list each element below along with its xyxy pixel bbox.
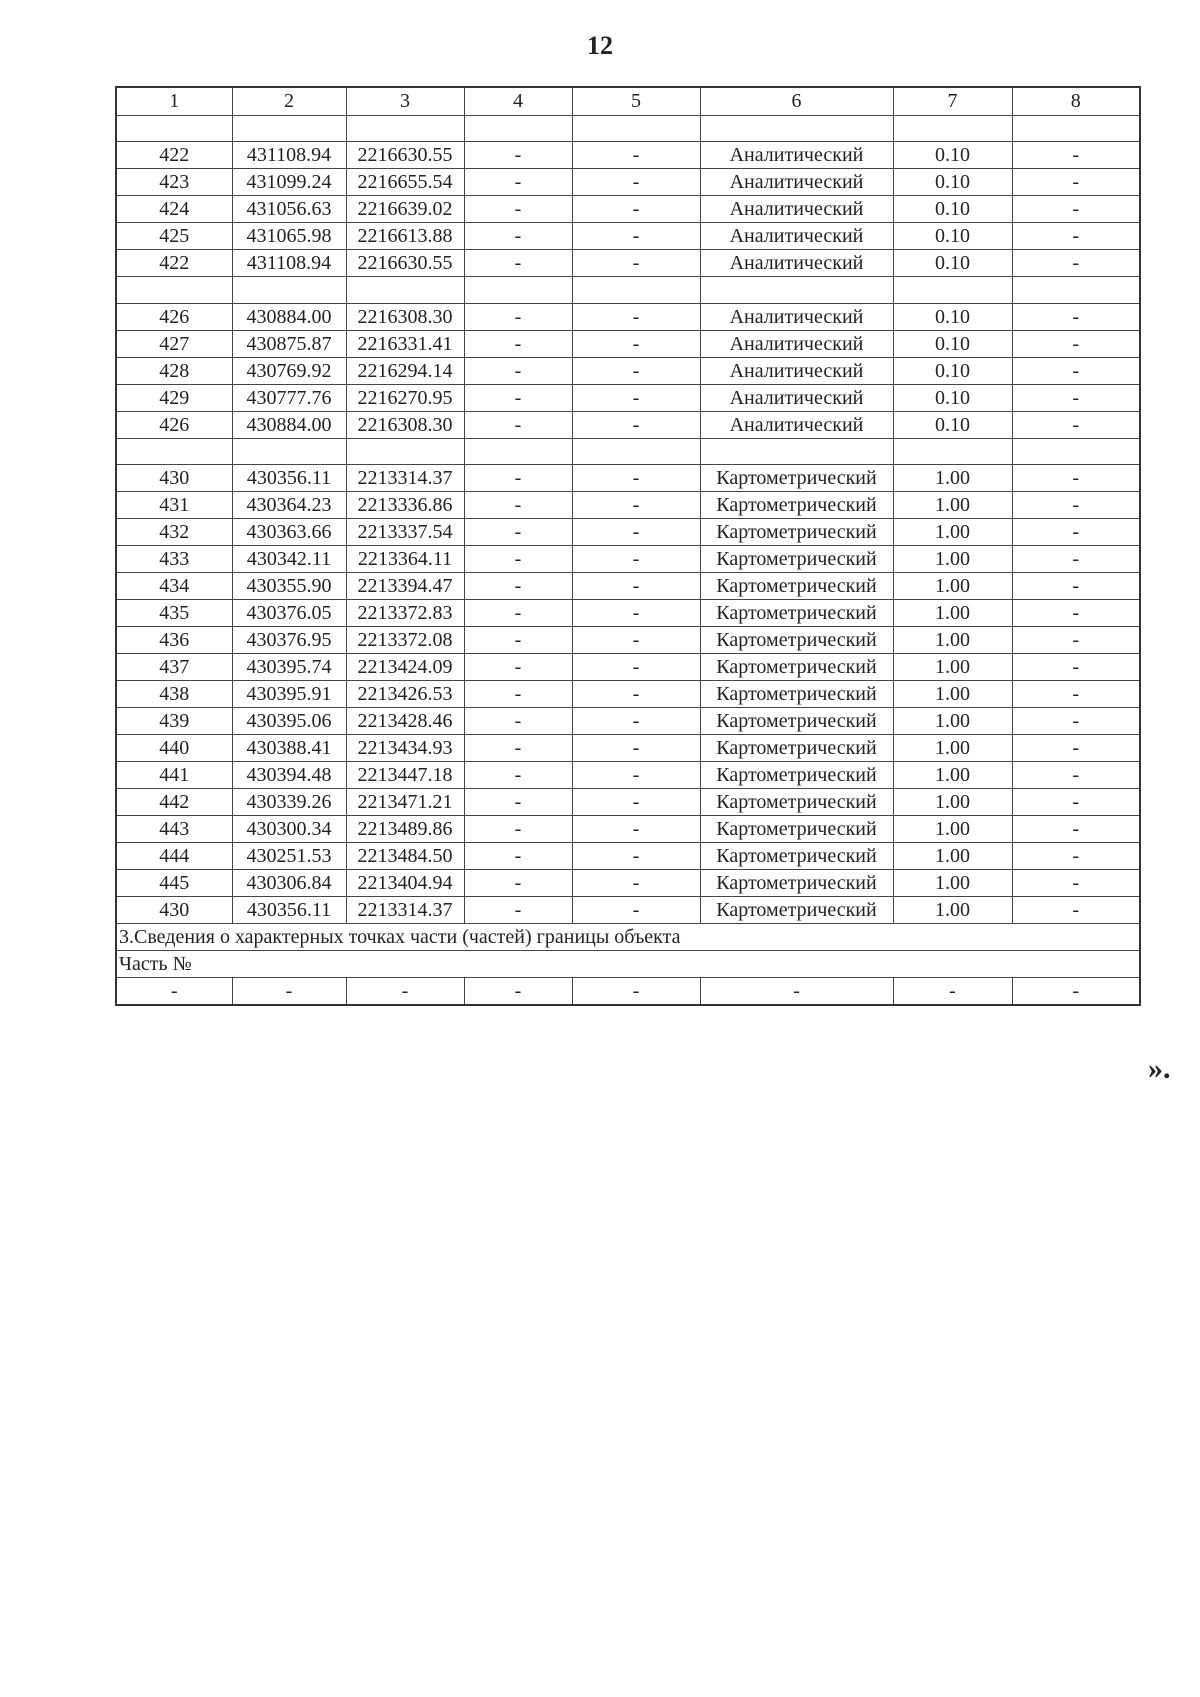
precision-cell: 1.00: [893, 465, 1012, 492]
col4-cell: -: [464, 708, 572, 735]
coord-x-cell: 430251.53: [232, 843, 346, 870]
coord-y-cell: 2216308.30: [346, 411, 464, 438]
precision-cell: 0.10: [893, 411, 1012, 438]
coord-x-cell: 430884.00: [232, 411, 346, 438]
coord-y-cell: 2216613.88: [346, 223, 464, 250]
column-header: 6: [700, 87, 893, 115]
table-row: [116, 223, 1140, 250]
col5-cell: -: [572, 357, 700, 384]
col8-cell: -: [1012, 546, 1140, 573]
col8-cell: -: [1012, 627, 1140, 654]
coord-y-cell: 2213364.11: [346, 546, 464, 573]
col4-cell: -: [464, 465, 572, 492]
table-row: [116, 142, 1140, 169]
column-header: 5: [572, 87, 700, 115]
precision-cell: 0.10: [893, 384, 1012, 411]
coord-x-cell: 431099.24: [232, 169, 346, 196]
col5-cell: -: [572, 303, 700, 330]
col8-cell: -: [1012, 654, 1140, 681]
point-number-cell: 438: [116, 681, 232, 708]
method-cell: Аналитический: [700, 303, 893, 330]
point-number-cell: 432: [116, 519, 232, 546]
method-cell: Аналитический: [700, 411, 893, 438]
col8-cell: -: [1012, 519, 1140, 546]
point-number-cell: 430: [116, 897, 232, 924]
column-header: 4: [464, 87, 572, 115]
coord-y-cell: 2216331.41: [346, 330, 464, 357]
empty-cell: [346, 438, 464, 465]
coord-y-cell: 2213489.86: [346, 816, 464, 843]
point-number-cell: 427: [116, 330, 232, 357]
col4-cell: -: [464, 816, 572, 843]
point-number-cell: 429: [116, 384, 232, 411]
col5-cell: -: [572, 330, 700, 357]
precision-cell: 1.00: [893, 708, 1012, 735]
empty-cell: [572, 438, 700, 465]
point-number-cell: 443: [116, 816, 232, 843]
col4-cell: -: [464, 384, 572, 411]
table-row: [116, 789, 1140, 816]
method-cell: Картометрический: [700, 465, 893, 492]
table-row: [116, 735, 1140, 762]
precision-cell: 1.00: [893, 762, 1012, 789]
precision-cell: 1.00: [893, 843, 1012, 870]
dash-cell: -: [700, 978, 893, 1006]
coord-y-cell: 2213426.53: [346, 681, 464, 708]
method-cell: Картометрический: [700, 735, 893, 762]
empty-cell: [700, 277, 893, 304]
coord-y-cell: 2213424.09: [346, 654, 464, 681]
col5-cell: -: [572, 196, 700, 223]
method-cell: Аналитический: [700, 223, 893, 250]
col4-cell: -: [464, 303, 572, 330]
empty-cell: [464, 277, 572, 304]
method-cell: Аналитический: [700, 357, 893, 384]
empty-cell: [572, 277, 700, 304]
table-row: [116, 681, 1140, 708]
col4-cell: -: [464, 573, 572, 600]
table-row: [116, 357, 1140, 384]
table-row: [116, 654, 1140, 681]
coord-y-cell: 2213471.21: [346, 789, 464, 816]
coord-x-cell: 430395.06: [232, 708, 346, 735]
col5-cell: -: [572, 600, 700, 627]
col4-cell: -: [464, 870, 572, 897]
empty-cell: [232, 115, 346, 142]
coord-x-cell: 431065.98: [232, 223, 346, 250]
empty-cell: [464, 438, 572, 465]
col5-cell: -: [572, 250, 700, 277]
col5-cell: -: [572, 519, 700, 546]
point-number-cell: 433: [116, 546, 232, 573]
coord-y-cell: 2213337.54: [346, 519, 464, 546]
coord-y-cell: 2213394.47: [346, 573, 464, 600]
empty-cell: [464, 115, 572, 142]
method-cell: Картометрический: [700, 897, 893, 924]
col4-cell: -: [464, 789, 572, 816]
coord-y-cell: 2213314.37: [346, 897, 464, 924]
group-spacer-row: [116, 277, 1140, 304]
empty-cell: [1012, 277, 1140, 304]
col8-cell: -: [1012, 600, 1140, 627]
point-number-cell: 441: [116, 762, 232, 789]
part-label-row: [116, 951, 1140, 978]
coord-y-cell: 2216639.02: [346, 196, 464, 223]
coord-y-cell: 2213434.93: [346, 735, 464, 762]
point-number-cell: 435: [116, 600, 232, 627]
col4-cell: -: [464, 627, 572, 654]
point-number-cell: 424: [116, 196, 232, 223]
coord-x-cell: 430306.84: [232, 870, 346, 897]
method-cell: Картометрический: [700, 519, 893, 546]
precision-cell: 1.00: [893, 816, 1012, 843]
point-number-cell: 422: [116, 142, 232, 169]
precision-cell: 0.10: [893, 330, 1012, 357]
col5-cell: -: [572, 843, 700, 870]
col5-cell: -: [572, 816, 700, 843]
method-cell: Аналитический: [700, 330, 893, 357]
point-number-cell: 426: [116, 411, 232, 438]
table-row: [116, 250, 1140, 277]
col4-cell: -: [464, 330, 572, 357]
coord-x-cell: 430376.05: [232, 600, 346, 627]
col5-cell: -: [572, 169, 700, 196]
point-number-cell: 436: [116, 627, 232, 654]
table-row: [116, 897, 1140, 924]
col8-cell: -: [1012, 816, 1140, 843]
col4-cell: -: [464, 735, 572, 762]
empty-cell: [893, 277, 1012, 304]
precision-cell: 1.00: [893, 546, 1012, 573]
col4-cell: -: [464, 250, 572, 277]
coord-y-cell: 2213484.50: [346, 843, 464, 870]
col8-cell: -: [1012, 169, 1140, 196]
coord-x-cell: 430339.26: [232, 789, 346, 816]
col4-cell: -: [464, 142, 572, 169]
method-cell: Картометрический: [700, 492, 893, 519]
dash-cell: -: [893, 978, 1012, 1006]
col8-cell: -: [1012, 384, 1140, 411]
col5-cell: -: [572, 573, 700, 600]
col4-cell: -: [464, 223, 572, 250]
part-label: Часть №: [116, 951, 1140, 978]
empty-cell: [116, 438, 232, 465]
method-cell: Картометрический: [700, 816, 893, 843]
coordinates-table: [115, 86, 1141, 1006]
precision-cell: 1.00: [893, 519, 1012, 546]
table-row: [116, 546, 1140, 573]
point-number-cell: 431: [116, 492, 232, 519]
precision-cell: 0.10: [893, 142, 1012, 169]
method-cell: Картометрический: [700, 627, 893, 654]
col4-cell: -: [464, 411, 572, 438]
coord-y-cell: 2216630.55: [346, 142, 464, 169]
header-row: [116, 87, 1140, 115]
coord-x-cell: 430394.48: [232, 762, 346, 789]
precision-cell: 0.10: [893, 196, 1012, 223]
dash-cell: -: [1012, 978, 1140, 1006]
col4-cell: -: [464, 492, 572, 519]
dash-cell: -: [346, 978, 464, 1006]
precision-cell: 0.10: [893, 250, 1012, 277]
col5-cell: -: [572, 411, 700, 438]
col5-cell: -: [572, 789, 700, 816]
table-row: [116, 465, 1140, 492]
closing-quote: ».: [1148, 1052, 1171, 1085]
table-row: [116, 816, 1140, 843]
coord-x-cell: 430875.87: [232, 330, 346, 357]
method-cell: Картометрический: [700, 762, 893, 789]
method-cell: Аналитический: [700, 250, 893, 277]
point-number-cell: 425: [116, 223, 232, 250]
group-spacer-row: [116, 438, 1140, 465]
coord-x-cell: 430364.23: [232, 492, 346, 519]
coord-x-cell: 430769.92: [232, 357, 346, 384]
col5-cell: -: [572, 546, 700, 573]
dash-cell: -: [116, 978, 232, 1006]
empty-cell: [116, 115, 232, 142]
col5-cell: -: [572, 465, 700, 492]
dash-cell: -: [464, 978, 572, 1006]
col8-cell: -: [1012, 250, 1140, 277]
coord-y-cell: 2213447.18: [346, 762, 464, 789]
precision-cell: 1.00: [893, 735, 1012, 762]
coord-x-cell: 430363.66: [232, 519, 346, 546]
col4-cell: -: [464, 519, 572, 546]
col8-cell: -: [1012, 897, 1140, 924]
coord-y-cell: 2213404.94: [346, 870, 464, 897]
group-spacer-row: [116, 115, 1140, 142]
col8-cell: -: [1012, 870, 1140, 897]
empty-cell: [700, 438, 893, 465]
empty-cell: [232, 438, 346, 465]
col8-cell: -: [1012, 708, 1140, 735]
precision-cell: 1.00: [893, 573, 1012, 600]
point-number-cell: 442: [116, 789, 232, 816]
point-number-cell: 430: [116, 465, 232, 492]
coord-x-cell: 430777.76: [232, 384, 346, 411]
table-row: [116, 384, 1140, 411]
col8-cell: -: [1012, 303, 1140, 330]
column-header: 3: [346, 87, 464, 115]
table-row: [116, 573, 1140, 600]
precision-cell: 1.00: [893, 600, 1012, 627]
point-number-cell: 437: [116, 654, 232, 681]
precision-cell: 0.10: [893, 169, 1012, 196]
col4-cell: -: [464, 196, 572, 223]
precision-cell: 1.00: [893, 897, 1012, 924]
empty-cell: [893, 438, 1012, 465]
col5-cell: -: [572, 492, 700, 519]
precision-cell: 0.10: [893, 357, 1012, 384]
point-number-cell: 426: [116, 303, 232, 330]
empty-cell: [572, 115, 700, 142]
coord-y-cell: 2216655.54: [346, 169, 464, 196]
precision-cell: 0.10: [893, 303, 1012, 330]
coord-x-cell: 430388.41: [232, 735, 346, 762]
point-number-cell: 440: [116, 735, 232, 762]
coord-y-cell: 2213372.08: [346, 627, 464, 654]
coord-x-cell: 431108.94: [232, 142, 346, 169]
method-cell: Аналитический: [700, 169, 893, 196]
col8-cell: -: [1012, 573, 1140, 600]
point-number-cell: 422: [116, 250, 232, 277]
col5-cell: -: [572, 384, 700, 411]
coord-y-cell: 2213314.37: [346, 465, 464, 492]
precision-cell: 0.10: [893, 223, 1012, 250]
method-cell: Аналитический: [700, 142, 893, 169]
precision-cell: 1.00: [893, 627, 1012, 654]
point-number-cell: 444: [116, 843, 232, 870]
coord-y-cell: 2213372.83: [346, 600, 464, 627]
col4-cell: -: [464, 681, 572, 708]
point-number-cell: 423: [116, 169, 232, 196]
coord-x-cell: 430300.34: [232, 816, 346, 843]
col4-cell: -: [464, 169, 572, 196]
col5-cell: -: [572, 681, 700, 708]
coord-x-cell: 430356.11: [232, 897, 346, 924]
col8-cell: -: [1012, 681, 1140, 708]
method-cell: Картометрический: [700, 600, 893, 627]
coord-y-cell: 2213428.46: [346, 708, 464, 735]
dash-cell: -: [232, 978, 346, 1006]
empty-cell: [116, 277, 232, 304]
table-row: [116, 708, 1140, 735]
point-number-cell: 428: [116, 357, 232, 384]
col8-cell: -: [1012, 411, 1140, 438]
col8-cell: -: [1012, 789, 1140, 816]
col5-cell: -: [572, 223, 700, 250]
empty-cell: [893, 115, 1012, 142]
method-cell: Аналитический: [700, 384, 893, 411]
empty-cell: [1012, 438, 1140, 465]
method-cell: Картометрический: [700, 789, 893, 816]
precision-cell: 1.00: [893, 789, 1012, 816]
col5-cell: -: [572, 708, 700, 735]
method-cell: Картометрический: [700, 708, 893, 735]
col8-cell: -: [1012, 223, 1140, 250]
col5-cell: -: [572, 762, 700, 789]
table-row: [116, 303, 1140, 330]
coord-x-cell: 431108.94: [232, 250, 346, 277]
coord-y-cell: 2216294.14: [346, 357, 464, 384]
col8-cell: -: [1012, 196, 1140, 223]
coord-y-cell: 2216270.95: [346, 384, 464, 411]
coord-x-cell: 430355.90: [232, 573, 346, 600]
method-cell: Картометрический: [700, 654, 893, 681]
col4-cell: -: [464, 600, 572, 627]
col8-cell: -: [1012, 492, 1140, 519]
coord-y-cell: 2216630.55: [346, 250, 464, 277]
col5-cell: -: [572, 142, 700, 169]
empty-cell: [232, 277, 346, 304]
col8-cell: -: [1012, 330, 1140, 357]
empty-cell: [346, 277, 464, 304]
point-number-cell: 445: [116, 870, 232, 897]
empty-cell: [1012, 115, 1140, 142]
col8-cell: -: [1012, 465, 1140, 492]
table-row: [116, 870, 1140, 897]
table-row: [116, 330, 1140, 357]
coord-x-cell: 430395.91: [232, 681, 346, 708]
col8-cell: -: [1012, 357, 1140, 384]
column-header: 7: [893, 87, 1012, 115]
column-header: 1: [116, 87, 232, 115]
col5-cell: -: [572, 654, 700, 681]
method-cell: Аналитический: [700, 196, 893, 223]
col4-cell: -: [464, 897, 572, 924]
col4-cell: -: [464, 762, 572, 789]
col4-cell: -: [464, 654, 572, 681]
coord-x-cell: 430342.11: [232, 546, 346, 573]
empty-cell: [346, 115, 464, 142]
coord-x-cell: 430395.74: [232, 654, 346, 681]
coord-x-cell: 430376.95: [232, 627, 346, 654]
table-row: [116, 492, 1140, 519]
final-row: [116, 978, 1140, 1006]
col5-cell: -: [572, 735, 700, 762]
col5-cell: -: [572, 627, 700, 654]
empty-cell: [700, 115, 893, 142]
column-header: 8: [1012, 87, 1140, 115]
coord-x-cell: 430356.11: [232, 465, 346, 492]
table-row: [116, 196, 1140, 223]
col5-cell: -: [572, 870, 700, 897]
table-row: [116, 600, 1140, 627]
method-cell: Картометрический: [700, 870, 893, 897]
col8-cell: -: [1012, 735, 1140, 762]
table-row: [116, 843, 1140, 870]
coord-x-cell: 430884.00: [232, 303, 346, 330]
coord-y-cell: 2216308.30: [346, 303, 464, 330]
point-number-cell: 434: [116, 573, 232, 600]
col8-cell: -: [1012, 142, 1140, 169]
column-header: 2: [232, 87, 346, 115]
section-title: 3.Сведения о характерных точках части (частей) границы объекта: [116, 924, 1140, 951]
method-cell: Картометрический: [700, 573, 893, 600]
section-title-row: [116, 924, 1140, 951]
method-cell: Картометрический: [700, 843, 893, 870]
table-row: [116, 627, 1140, 654]
table-row: [116, 519, 1140, 546]
table-row: [116, 411, 1140, 438]
coord-x-cell: 431056.63: [232, 196, 346, 223]
col4-cell: -: [464, 843, 572, 870]
precision-cell: 1.00: [893, 492, 1012, 519]
col8-cell: -: [1012, 843, 1140, 870]
page-number: 12: [587, 31, 613, 60]
col4-cell: -: [464, 546, 572, 573]
precision-cell: 1.00: [893, 681, 1012, 708]
coord-y-cell: 2213336.86: [346, 492, 464, 519]
col5-cell: -: [572, 897, 700, 924]
col4-cell: -: [464, 357, 572, 384]
point-number-cell: 439: [116, 708, 232, 735]
precision-cell: 1.00: [893, 654, 1012, 681]
precision-cell: 1.00: [893, 870, 1012, 897]
method-cell: Картометрический: [700, 681, 893, 708]
table-body: [116, 87, 1140, 1005]
method-cell: Картометрический: [700, 546, 893, 573]
dash-cell: -: [572, 978, 700, 1006]
col8-cell: -: [1012, 762, 1140, 789]
table-row: [116, 169, 1140, 196]
table-row: [116, 762, 1140, 789]
